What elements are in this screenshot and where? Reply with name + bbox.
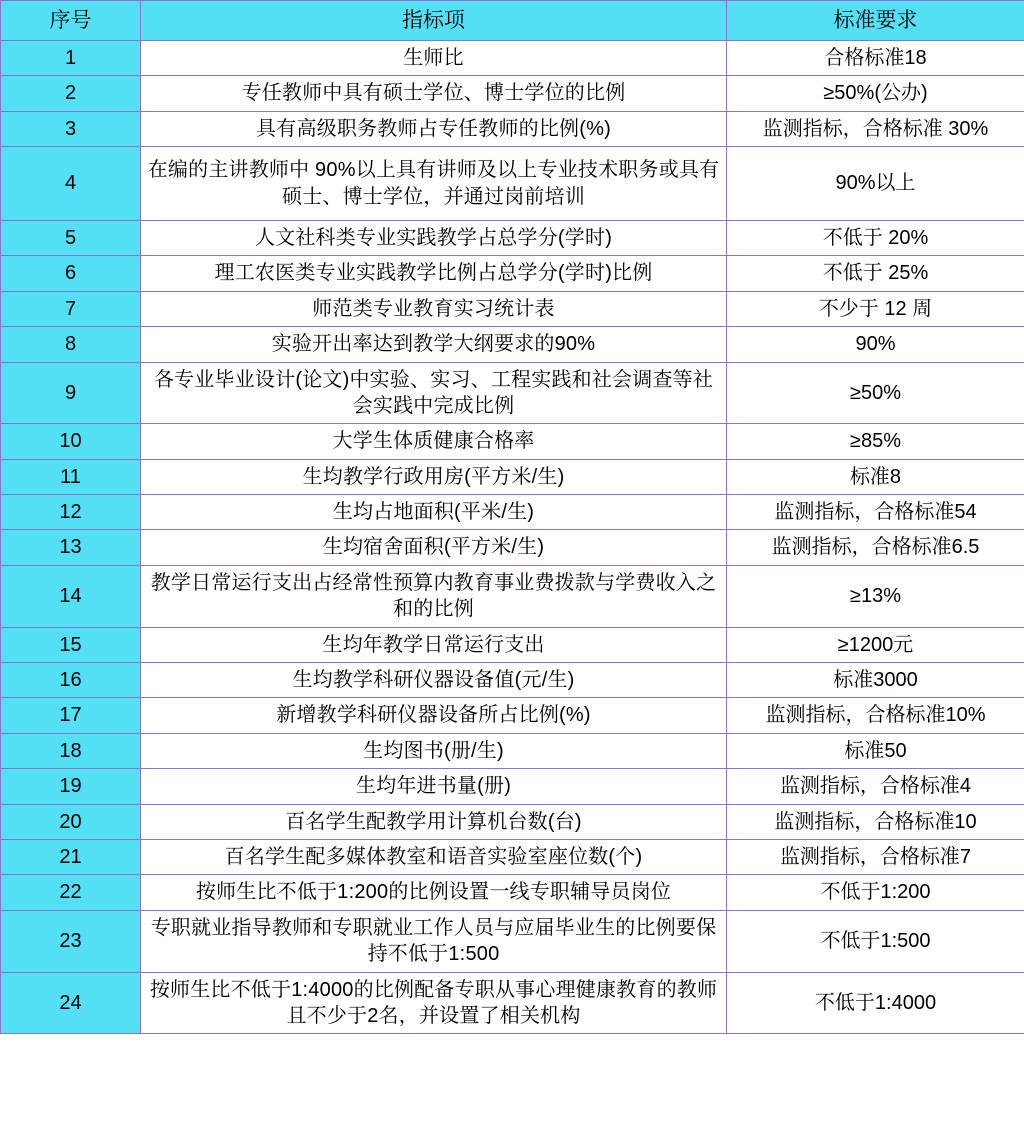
- row-requirement: ≥50%: [727, 362, 1024, 424]
- row-no: 6: [1, 256, 141, 291]
- table-row: [1, 972, 1024, 1034]
- table-row: [1, 41, 1024, 76]
- row-no: 11: [1, 459, 141, 494]
- row-item: 具有高级职务教师占专任教师的比例(%): [141, 111, 727, 146]
- row-requirement: 合格标准18: [727, 41, 1024, 76]
- row-no: 15: [1, 627, 141, 662]
- row-requirement: 标准8: [727, 459, 1024, 494]
- row-no: 21: [1, 839, 141, 874]
- row-requirement: 监测指标，合格标准4: [727, 769, 1024, 804]
- row-item: 百名学生配多媒体教室和语音实验室座位数(个): [141, 839, 727, 874]
- row-requirement: 监测指标，合格标准7: [727, 839, 1024, 874]
- row-requirement: 标准50: [727, 733, 1024, 768]
- row-item: 生均图书(册/生): [141, 733, 727, 768]
- row-no: 9: [1, 362, 141, 424]
- row-no: 17: [1, 698, 141, 733]
- row-requirement: 监测指标，合格标准10%: [727, 698, 1024, 733]
- table-row: [1, 663, 1024, 698]
- row-no: 10: [1, 424, 141, 459]
- row-no: 16: [1, 663, 141, 698]
- table-header-row: [1, 1, 1024, 41]
- table-row: [1, 256, 1024, 291]
- table-row: [1, 804, 1024, 839]
- table-row: [1, 530, 1024, 565]
- table-row: [1, 733, 1024, 768]
- row-no: 7: [1, 291, 141, 326]
- row-item: 各专业毕业设计(论文)中实验、实习、工程实践和社会调查等社会实践中完成比例: [141, 362, 727, 424]
- table-row: [1, 147, 1024, 221]
- table-body: [1, 1, 1024, 1034]
- table-row: [1, 627, 1024, 662]
- row-item: 实验开出率达到教学大纲要求的90%: [141, 327, 727, 362]
- row-requirement: ≥85%: [727, 424, 1024, 459]
- row-no: 14: [1, 565, 141, 627]
- row-requirement: 不低于 20%: [727, 220, 1024, 255]
- row-requirement: 不低于 25%: [727, 256, 1024, 291]
- row-no: 20: [1, 804, 141, 839]
- row-no: 1: [1, 41, 141, 76]
- table-row: [1, 910, 1024, 972]
- table-row: [1, 875, 1024, 910]
- row-no: 2: [1, 76, 141, 111]
- table-row: [1, 76, 1024, 111]
- row-item: 生均占地面积(平米/生): [141, 495, 727, 530]
- row-requirement: 不低于1:500: [727, 910, 1024, 972]
- table-row: [1, 495, 1024, 530]
- row-item: 生均教学行政用房(平方米/生): [141, 459, 727, 494]
- row-item: 生均教学科研仪器设备值(元/生): [141, 663, 727, 698]
- row-item: 人文社科类专业实践教学占总学分(学时): [141, 220, 727, 255]
- row-item: 生均年教学日常运行支出: [141, 627, 727, 662]
- table-row: [1, 565, 1024, 627]
- table-row: [1, 698, 1024, 733]
- row-no: 24: [1, 972, 141, 1034]
- row-item: 百名学生配教学用计算机台数(台): [141, 804, 727, 839]
- row-no: 12: [1, 495, 141, 530]
- row-item: 专职就业指导教师和专职就业工作人员与应届毕业生的比例要保持不低于1:500: [141, 910, 727, 972]
- row-item: 按师生比不低于1:4000的比例配备专职从事心理健康教育的教师且不少于2名，并设置了相关机构: [141, 972, 727, 1034]
- column-header-no: 序号: [1, 1, 141, 41]
- table-row: [1, 424, 1024, 459]
- row-requirement: ≥1200元: [727, 627, 1024, 662]
- row-requirement: 90%以上: [727, 147, 1024, 221]
- row-item: 在编的主讲教师中 90%以上具有讲师及以上专业技术职务或具有硕士、博士学位，并通过岗前培训: [141, 147, 727, 221]
- row-no: 18: [1, 733, 141, 768]
- row-no: 22: [1, 875, 141, 910]
- row-item: 大学生体质健康合格率: [141, 424, 727, 459]
- row-no: 4: [1, 147, 141, 221]
- table-row: [1, 839, 1024, 874]
- row-item: 生均年进书量(册): [141, 769, 727, 804]
- table-row: [1, 111, 1024, 146]
- row-no: 13: [1, 530, 141, 565]
- table-row: [1, 220, 1024, 255]
- row-requirement: 90%: [727, 327, 1024, 362]
- row-no: 3: [1, 111, 141, 146]
- row-requirement: 不少于 12 周: [727, 291, 1024, 326]
- row-requirement: 监测指标，合格标准54: [727, 495, 1024, 530]
- row-requirement: ≥50%(公办): [727, 76, 1024, 111]
- row-requirement: ≥13%: [727, 565, 1024, 627]
- row-item: 教学日常运行支出占经常性预算内教育事业费拨款与学费收入之和的比例: [141, 565, 727, 627]
- table-row: [1, 459, 1024, 494]
- column-header-item: 指标项: [141, 1, 727, 41]
- row-no: 8: [1, 327, 141, 362]
- row-requirement: 标准3000: [727, 663, 1024, 698]
- row-item: 生师比: [141, 41, 727, 76]
- row-no: 5: [1, 220, 141, 255]
- row-item: 生均宿舍面积(平方米/生): [141, 530, 727, 565]
- row-requirement: 不低于1:200: [727, 875, 1024, 910]
- row-requirement: 监测指标，合格标准 30%: [727, 111, 1024, 146]
- table-row: [1, 291, 1024, 326]
- table-row: [1, 769, 1024, 804]
- table-row: [1, 362, 1024, 424]
- row-requirement: 不低于1:4000: [727, 972, 1024, 1034]
- row-item: 专任教师中具有硕士学位、博士学位的比例: [141, 76, 727, 111]
- row-requirement: 监测指标，合格标准10: [727, 804, 1024, 839]
- column-header-requirement: 标准要求: [727, 1, 1024, 41]
- table-row: [1, 327, 1024, 362]
- row-no: 23: [1, 910, 141, 972]
- row-no: 19: [1, 769, 141, 804]
- row-item: 理工农医类专业实践教学比例占总学分(学时)比例: [141, 256, 727, 291]
- row-item: 师范类专业教育实习统计表: [141, 291, 727, 326]
- row-requirement: 监测指标，合格标准6.5: [727, 530, 1024, 565]
- row-item: 按师生比不低于1:200的比例设置一线专职辅导员岗位: [141, 875, 727, 910]
- row-item: 新增教学科研仪器设备所占比例(%): [141, 698, 727, 733]
